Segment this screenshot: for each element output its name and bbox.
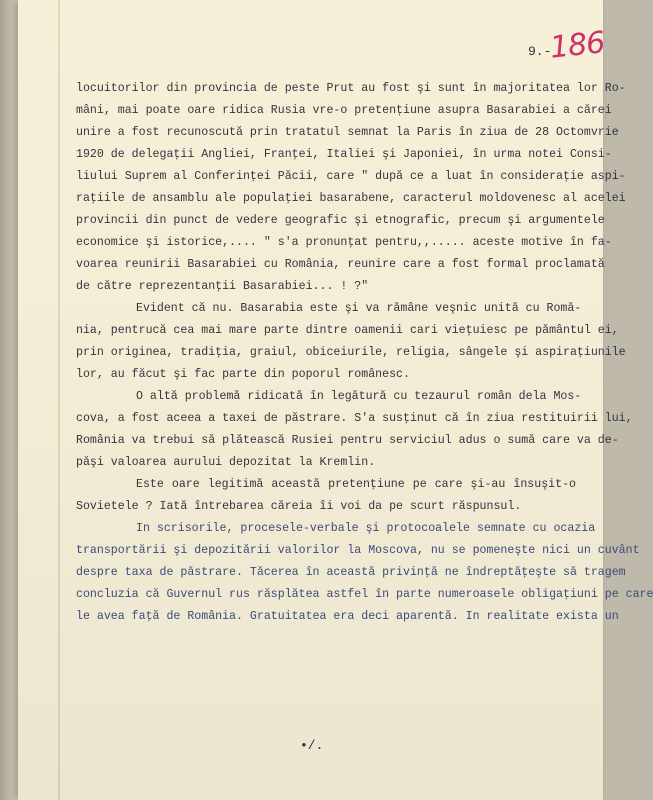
text-line: nia, pentrucă cea mai mare parte dintre oamenii cari vieţuiesc pe pământul ei,	[76, 324, 619, 337]
text-line: liului Suprem al Conferinţei Păcii, care " după ce a luat în consideraţie aspi-	[76, 170, 626, 183]
text-line: prin originea, tradiţia, graiul, obiceiurile, religia, sângele şi aspiraţiunile	[76, 346, 626, 359]
continuation-mark: •/.	[300, 738, 324, 753]
text-line: păşi valoarea aurului depozitat la Kremlin.	[76, 456, 376, 469]
text-line: România va trebui să plătească Rusiei pentru serviciul adus o sumă care va de-	[76, 434, 619, 447]
text-line: O altă problemă ridicată în legătură cu tezaurul român dela Mos-	[136, 390, 582, 403]
text-line: lor, au făcut şi fac parte din poporul românesc.	[76, 368, 410, 381]
text-line: despre taxa de păstrare. Tăcerea în această privinţă ne îndreptăţeşte să tragem	[76, 566, 626, 579]
archive-folio-number: 186	[548, 25, 606, 66]
text-line: de către reprezentanţii Basarabiei... ! ?"	[76, 280, 369, 293]
body-text	[76, 78, 653, 628]
text-line: concluzia că Guvernul rus răsplătea astfel în parte numeroasele obligaţiuni pe care	[76, 588, 653, 601]
text-line: transportării şi depozitării valorilor la Moscova, nu se pomeneşte nici un cuvânt	[76, 544, 640, 557]
text-line: cova, a fost aceea a taxei de păstrare. S'a susţinut că în ziua restituirii lui,	[76, 412, 633, 425]
document-page	[18, 0, 653, 800]
text-line: Sovietele ? Iată întrebarea căreia îi voi da pe scurt răspunsul.	[76, 500, 522, 513]
text-line: locuitorilor din provincia de peste Prut au fost şi sunt în majoritatea lor Ro-	[76, 82, 626, 95]
text-line: provincii din punct de vedere geografic şi etnografic, precum şi argumentele	[76, 214, 605, 227]
text-line: In scrisorile, procesele-verbale şi protocoalele semnate cu ocazia	[136, 522, 596, 535]
page-spine-shadow	[0, 0, 18, 800]
paper-crease	[58, 0, 60, 800]
text-line: Este oare legitimă această pretenţiune pe care şi-au însuşit-o	[136, 478, 576, 491]
text-line: unire a fost recunoscută prin tratatul semnat la Paris în ziua de 28 Octomvrie	[76, 126, 619, 139]
text-line: raţiile de ansamblu ale populaţiei basarabene, caracterul moldovenesc al acelei	[76, 192, 626, 205]
text-line: 1920 de delegaţii Angliei, Franţei, Italiei şi Japoniei, în urma notei Consi-	[76, 148, 612, 161]
text-line: voarea reunirii Basarabiei cu România, reunire care a fost formal proclamată	[76, 258, 605, 271]
page-number: 9.-	[528, 44, 552, 59]
text-line: mâni, mai poate oare ridica Rusia vre-o pretenţiune asupra Basarabiei a cărei	[76, 104, 612, 117]
text-line: Evident că nu. Basarabia este şi va rămâne veşnic unită cu Romă-	[136, 302, 582, 315]
text-line: le avea faţă de România. Gratuitatea era deci aparentă. In realitate exista un	[76, 610, 619, 623]
text-line: economice şi istorice,.... " s'a pronunţat pentru,,..... aceste motive în fa-	[76, 236, 612, 249]
